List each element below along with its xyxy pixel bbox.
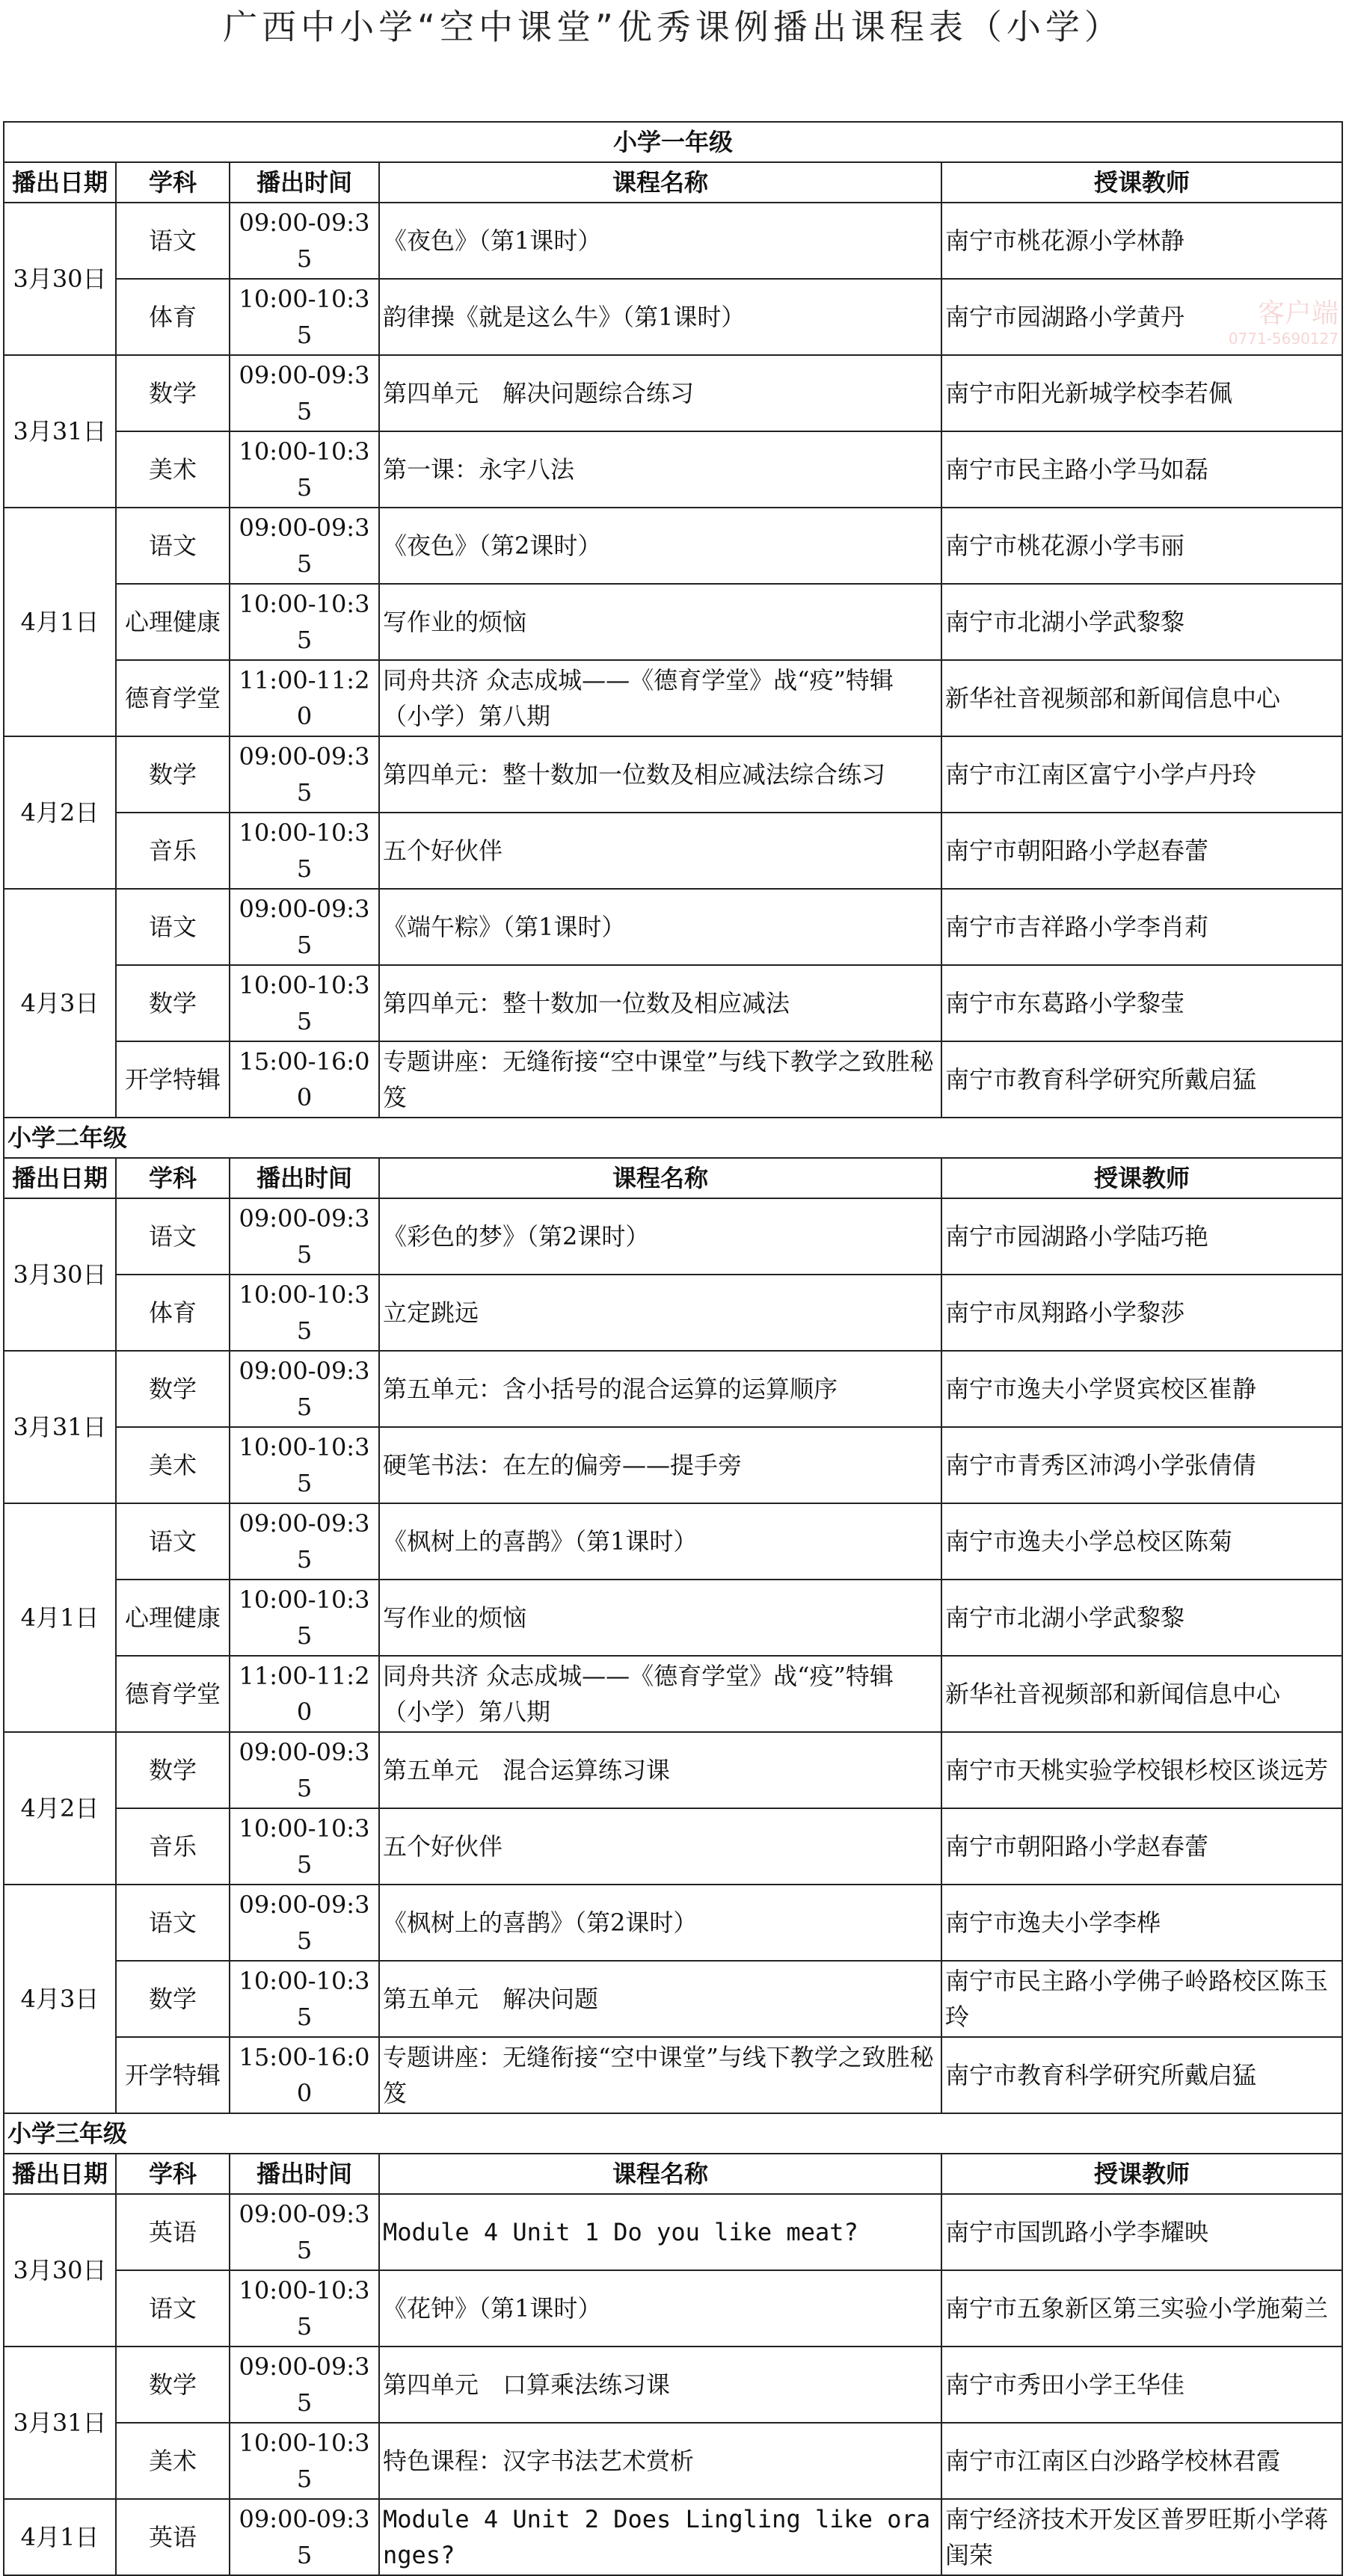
subject-cell: 体育 bbox=[116, 1275, 230, 1351]
date-cell: 4月2日 bbox=[4, 1732, 116, 1885]
header-course: 课程名称 bbox=[379, 1158, 941, 1198]
table-row bbox=[4, 431, 1342, 508]
teacher-cell: 南宁市江南区白沙路学校林君霞 bbox=[941, 2423, 1342, 2499]
table-row bbox=[4, 1041, 1342, 1118]
grade-section-row bbox=[4, 122, 1342, 162]
time-cell: 09:00-09:35 bbox=[230, 1885, 379, 1961]
time-cell: 09:00-09:35 bbox=[230, 2194, 379, 2270]
teacher-cell: 南宁市北湖小学武黎黎 bbox=[941, 1580, 1342, 1656]
subject-cell: 开学特辑 bbox=[116, 1041, 230, 1118]
table-header-row bbox=[4, 1158, 1342, 1198]
table-row bbox=[4, 813, 1342, 889]
teacher-cell: 南宁市青秀区沛鸿小学张倩倩 bbox=[941, 1427, 1342, 1503]
header-time: 播出时间 bbox=[230, 162, 379, 203]
subject-cell: 美术 bbox=[116, 2423, 230, 2499]
time-cell: 09:00-09:35 bbox=[230, 1503, 379, 1580]
course-cell: 第一课：永字八法 bbox=[379, 431, 941, 508]
course-cell: 《端午粽》（第1课时） bbox=[379, 889, 941, 965]
time-cell: 09:00-09:35 bbox=[230, 1732, 379, 1808]
time-cell: 10:00-10:35 bbox=[230, 1275, 379, 1351]
header-teacher: 授课教师 bbox=[941, 2154, 1342, 2194]
course-cell: 同舟共济 众志成城——《德育学堂》战“疫”特辑（小学）第八期 bbox=[379, 1656, 941, 1732]
header-date: 播出日期 bbox=[4, 162, 116, 203]
teacher-cell: 南宁市逸夫小学李桦 bbox=[941, 1885, 1342, 1961]
teacher-cell: 南宁市吉祥路小学李肖莉 bbox=[941, 889, 1342, 965]
grade-section-title: 小学一年级 bbox=[4, 122, 1342, 162]
table-row bbox=[4, 584, 1342, 660]
course-cell: 《枫树上的喜鹊》（第2课时） bbox=[379, 1885, 941, 1961]
table-row bbox=[4, 965, 1342, 1041]
course-cell: 《夜色》（第1课时） bbox=[379, 203, 941, 279]
subject-cell: 德育学堂 bbox=[116, 1656, 230, 1732]
subject-cell: 语文 bbox=[116, 203, 230, 279]
subject-cell: 心理健康 bbox=[116, 1580, 230, 1656]
time-cell: 09:00-09:35 bbox=[230, 1198, 379, 1275]
time-cell: 10:00-10:35 bbox=[230, 965, 379, 1041]
date-cell: 4月1日 bbox=[4, 2499, 116, 2575]
time-cell: 09:00-09:35 bbox=[230, 736, 379, 813]
header-subject: 学科 bbox=[116, 1158, 230, 1198]
subject-cell: 体育 bbox=[116, 279, 230, 355]
date-cell: 4月3日 bbox=[4, 1885, 116, 2113]
subject-cell: 音乐 bbox=[116, 813, 230, 889]
course-cell: 《彩色的梦》（第2课时） bbox=[379, 1198, 941, 1275]
table-row bbox=[4, 2194, 1342, 2270]
time-cell: 09:00-09:35 bbox=[230, 2499, 379, 2575]
subject-cell: 德育学堂 bbox=[116, 660, 230, 736]
header-time: 播出时间 bbox=[230, 1158, 379, 1198]
teacher-cell: 南宁市阳光新城学校李若佩 bbox=[941, 355, 1342, 431]
course-cell: 《枫树上的喜鹊》（第1课时） bbox=[379, 1503, 941, 1580]
header-subject: 学科 bbox=[116, 162, 230, 203]
course-cell: 写作业的烦恼 bbox=[379, 584, 941, 660]
page-title: 广西中小学“空中课堂”优秀课例播出课程表（小学） bbox=[223, 7, 1123, 47]
teacher-cell: 南宁市民主路小学马如磊 bbox=[941, 431, 1342, 508]
table-row bbox=[4, 1198, 1342, 1275]
table-row bbox=[4, 1732, 1342, 1808]
header-course: 课程名称 bbox=[379, 162, 941, 203]
header-teacher: 授课教师 bbox=[941, 162, 1342, 203]
course-cell: 第四单元：整十数加一位数及相应减法 bbox=[379, 965, 941, 1041]
table-row bbox=[4, 1503, 1342, 1580]
table-row bbox=[4, 1427, 1342, 1503]
subject-cell: 数学 bbox=[116, 1351, 230, 1427]
time-cell: 09:00-09:35 bbox=[230, 203, 379, 279]
teacher-cell: 南宁市桃花源小学韦丽 bbox=[941, 508, 1342, 584]
teacher-cell: 南宁市五象新区第三实验小学施菊兰 bbox=[941, 2270, 1342, 2347]
teacher-cell: 南宁市北湖小学武黎黎 bbox=[941, 584, 1342, 660]
header-date: 播出日期 bbox=[4, 2154, 116, 2194]
date-cell: 3月31日 bbox=[4, 1351, 116, 1503]
teacher-cell: 南宁市逸夫小学总校区陈菊 bbox=[941, 1503, 1342, 1580]
subject-cell: 语文 bbox=[116, 1885, 230, 1961]
subject-cell: 数学 bbox=[116, 1961, 230, 2037]
teacher-cell: 南宁经济技术开发区普罗旺斯小学蒋闺荣 bbox=[941, 2499, 1342, 2575]
time-cell: 10:00-10:35 bbox=[230, 1580, 379, 1656]
table-row bbox=[4, 2423, 1342, 2499]
subject-cell: 数学 bbox=[116, 736, 230, 813]
table-row bbox=[4, 279, 1342, 355]
teacher-cell: 南宁市桃花源小学林静 bbox=[941, 203, 1342, 279]
course-cell: 第五单元 混合运算练习课 bbox=[379, 1732, 941, 1808]
date-cell: 4月1日 bbox=[4, 1503, 116, 1732]
subject-cell: 开学特辑 bbox=[116, 2037, 230, 2113]
course-cell: 第四单元 口算乘法练习课 bbox=[379, 2347, 941, 2423]
schedule-table bbox=[3, 121, 1343, 2576]
time-cell: 10:00-10:35 bbox=[230, 2423, 379, 2499]
table-row bbox=[4, 1275, 1342, 1351]
time-cell: 11:00-11:20 bbox=[230, 660, 379, 736]
teacher-cell: 南宁市凤翔路小学黎莎 bbox=[941, 1275, 1342, 1351]
course-cell: Module 4 Unit 1 Do you like meat? bbox=[379, 2194, 941, 2270]
course-cell: 《花钟》（第1课时） bbox=[379, 2270, 941, 2347]
course-cell: 专题讲座：无缝衔接“空中课堂”与线下教学之致胜秘笈 bbox=[379, 2037, 941, 2113]
teacher-cell: 南宁市朝阳路小学赵春蕾 bbox=[941, 813, 1342, 889]
table-header-row bbox=[4, 2154, 1342, 2194]
teacher-cell: 南宁市园湖路小学黄丹 bbox=[941, 279, 1342, 355]
course-cell: 第五单元：含小括号的混合运算的运算顺序 bbox=[379, 1351, 941, 1427]
teacher-cell: 南宁市朝阳路小学赵春蕾 bbox=[941, 1808, 1342, 1885]
date-cell: 3月31日 bbox=[4, 355, 116, 508]
grade-section-title: 小学二年级 bbox=[4, 1118, 1342, 1158]
time-cell: 11:00-11:20 bbox=[230, 1656, 379, 1732]
course-cell: 特色课程：汉字书法艺术赏析 bbox=[379, 2423, 941, 2499]
header-date: 播出日期 bbox=[4, 1158, 116, 1198]
time-cell: 10:00-10:35 bbox=[230, 279, 379, 355]
subject-cell: 语文 bbox=[116, 1198, 230, 1275]
course-cell: 第五单元 解决问题 bbox=[379, 1961, 941, 2037]
teacher-cell: 南宁市民主路小学佛子岭路校区陈玉玲 bbox=[941, 1961, 1342, 2037]
table-row bbox=[4, 1351, 1342, 1427]
subject-cell: 音乐 bbox=[116, 1808, 230, 1885]
header-subject: 学科 bbox=[116, 2154, 230, 2194]
table-row bbox=[4, 1885, 1342, 1961]
date-cell: 4月1日 bbox=[4, 508, 116, 736]
date-cell: 3月30日 bbox=[4, 203, 116, 355]
header-teacher: 授课教师 bbox=[941, 1158, 1342, 1198]
teacher-cell: 南宁市天桃实验学校银杉校区谈远芳 bbox=[941, 1732, 1342, 1808]
time-cell: 09:00-09:35 bbox=[230, 1351, 379, 1427]
subject-cell: 语文 bbox=[116, 889, 230, 965]
subject-cell: 心理健康 bbox=[116, 584, 230, 660]
subject-cell: 美术 bbox=[116, 431, 230, 508]
watermark-text: 客户端 bbox=[1257, 298, 1339, 329]
table-row bbox=[4, 2499, 1342, 2575]
table-row bbox=[4, 508, 1342, 584]
time-cell: 09:00-09:35 bbox=[230, 889, 379, 965]
subject-cell: 数学 bbox=[116, 1732, 230, 1808]
date-cell: 3月30日 bbox=[4, 1198, 116, 1351]
subject-cell: 美术 bbox=[116, 1427, 230, 1503]
table-row bbox=[4, 2037, 1342, 2113]
time-cell: 10:00-10:35 bbox=[230, 813, 379, 889]
time-cell: 10:00-10:35 bbox=[230, 1427, 379, 1503]
teacher-cell: 南宁市逸夫小学贤宾校区崔静 bbox=[941, 1351, 1342, 1427]
table-row bbox=[4, 1656, 1342, 1732]
course-cell: 韵律操《就是这么牛》（第1课时） bbox=[379, 279, 941, 355]
grade-section-row bbox=[4, 1118, 1342, 1158]
teacher-cell: 南宁市东葛路小学黎莹 bbox=[941, 965, 1342, 1041]
subject-cell: 英语 bbox=[116, 2194, 230, 2270]
course-cell: 《夜色》（第2课时） bbox=[379, 508, 941, 584]
table-row bbox=[4, 1580, 1342, 1656]
time-cell: 15:00-16:00 bbox=[230, 1041, 379, 1118]
teacher-cell: 南宁市国凯路小学李耀映 bbox=[941, 2194, 1342, 2270]
course-cell: Module 4 Unit 2 Does Lingling like oranges? bbox=[379, 2499, 941, 2575]
table-row bbox=[4, 736, 1342, 813]
date-cell: 4月2日 bbox=[4, 736, 116, 889]
course-cell: 五个好伙伴 bbox=[379, 813, 941, 889]
grade-section-row bbox=[4, 2113, 1342, 2154]
course-cell: 第四单元 解决问题综合练习 bbox=[379, 355, 941, 431]
course-cell: 同舟共济 众志成城——《德育学堂》战“疫”特辑（小学）第八期 bbox=[379, 660, 941, 736]
teacher-cell: 南宁市园湖路小学陆巧艳 bbox=[941, 1198, 1342, 1275]
course-cell: 写作业的烦恼 bbox=[379, 1580, 941, 1656]
header-course: 课程名称 bbox=[379, 2154, 941, 2194]
teacher-cell: 南宁市秀田小学王华佳 bbox=[941, 2347, 1342, 2423]
teacher-cell: 南宁市教育科学研究所戴启猛 bbox=[941, 1041, 1342, 1118]
date-cell: 3月31日 bbox=[4, 2347, 116, 2499]
time-cell: 10:00-10:35 bbox=[230, 584, 379, 660]
teacher-cell: 新华社音视频部和新闻信息中心 bbox=[941, 660, 1342, 736]
time-cell: 09:00-09:35 bbox=[230, 508, 379, 584]
teacher-cell: 新华社音视频部和新闻信息中心 bbox=[941, 1656, 1342, 1732]
time-cell: 10:00-10:35 bbox=[230, 2270, 379, 2347]
subject-cell: 数学 bbox=[116, 355, 230, 431]
time-cell: 10:00-10:35 bbox=[230, 1808, 379, 1885]
table-row bbox=[4, 203, 1342, 279]
teacher-cell: 南宁市教育科学研究所戴启猛 bbox=[941, 2037, 1342, 2113]
table-row bbox=[4, 355, 1342, 431]
time-cell: 09:00-09:35 bbox=[230, 2347, 379, 2423]
table-row bbox=[4, 2270, 1342, 2347]
course-cell: 硬笔书法：在左的偏旁——提手旁 bbox=[379, 1427, 941, 1503]
subject-cell: 英语 bbox=[116, 2499, 230, 2575]
subject-cell: 数学 bbox=[116, 2347, 230, 2423]
time-cell: 09:00-09:35 bbox=[230, 355, 379, 431]
table-row bbox=[4, 1808, 1342, 1885]
watermark-phone: 0771-5690127 bbox=[1228, 330, 1339, 348]
grade-section-title: 小学三年级 bbox=[4, 2113, 1342, 2154]
time-cell: 15:00-16:00 bbox=[230, 2037, 379, 2113]
date-cell: 4月3日 bbox=[4, 889, 116, 1118]
table-row bbox=[4, 2347, 1342, 2423]
teacher-cell: 南宁市江南区富宁小学卢丹玲 bbox=[941, 736, 1342, 813]
subject-cell: 数学 bbox=[116, 965, 230, 1041]
subject-cell: 语文 bbox=[116, 508, 230, 584]
subject-cell: 语文 bbox=[116, 1503, 230, 1580]
table-row bbox=[4, 1961, 1342, 2037]
time-cell: 10:00-10:35 bbox=[230, 1961, 379, 2037]
time-cell: 10:00-10:35 bbox=[230, 431, 379, 508]
subject-cell: 语文 bbox=[116, 2270, 230, 2347]
header-time: 播出时间 bbox=[230, 2154, 379, 2194]
date-cell: 3月30日 bbox=[4, 2194, 116, 2347]
course-cell: 立定跳远 bbox=[379, 1275, 941, 1351]
course-cell: 五个好伙伴 bbox=[379, 1808, 941, 1885]
table-header-row bbox=[4, 162, 1342, 203]
course-cell: 第四单元：整十数加一位数及相应减法综合练习 bbox=[379, 736, 941, 813]
course-cell: 专题讲座：无缝衔接“空中课堂”与线下教学之致胜秘笈 bbox=[379, 1041, 941, 1118]
table-row bbox=[4, 660, 1342, 736]
table-row bbox=[4, 889, 1342, 965]
